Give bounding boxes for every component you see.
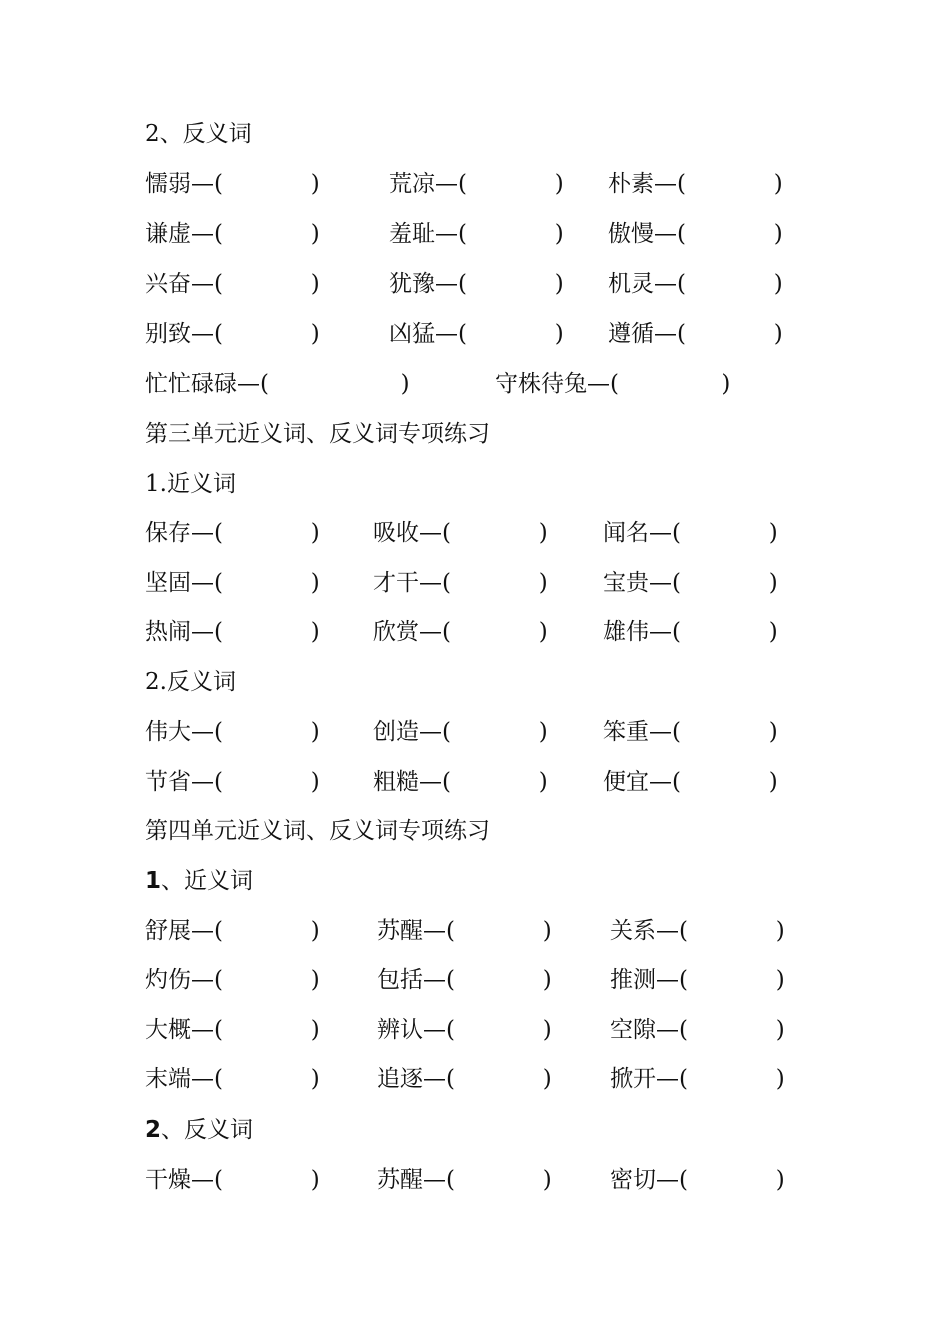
exercise-row <box>0 1059 950 1099</box>
unit-heading <box>0 811 950 851</box>
word-item: 热闹—( ) <box>145 619 320 645</box>
word-item: 干燥—( ) <box>145 1167 320 1193</box>
word-item: 兴奋—( ) <box>145 271 320 297</box>
word-item: 才干—( ) <box>373 570 548 596</box>
word-item: 掀开—( ) <box>610 1066 785 1092</box>
word-item: 闻名—( ) <box>603 520 778 546</box>
heading-text: 第三单元近义词、反义词专项练习 <box>145 421 490 447</box>
exercise-row <box>0 314 950 354</box>
word-item: 创造—( ) <box>373 719 548 745</box>
exercise-row <box>0 1160 950 1200</box>
exercise-row <box>0 164 950 204</box>
word-item: 宝贵—( ) <box>603 570 778 596</box>
word-item: 朴素—( ) <box>608 171 783 197</box>
word-item: 守株待兔—( ) <box>495 371 731 397</box>
heading-text: 1.近义词 <box>145 471 236 497</box>
exercise-row <box>0 911 950 951</box>
word-item: 机灵—( ) <box>608 271 783 297</box>
exercise-row <box>0 960 950 1000</box>
word-item: 忙忙碌碌—( ) <box>145 371 410 397</box>
heading-text: 2、反义词 <box>145 1117 254 1143</box>
section-heading <box>0 464 950 504</box>
word-item: 坚固—( ) <box>145 570 320 596</box>
word-item: 关系—( ) <box>610 918 785 944</box>
word-item: 推测—( ) <box>610 967 785 993</box>
heading-text: 第四单元近义词、反义词专项练习 <box>145 818 490 844</box>
word-item: 谦虚—( ) <box>145 221 320 247</box>
word-item: 荒凉—( ) <box>389 171 564 197</box>
word-item: 傲慢—( ) <box>608 221 783 247</box>
word-item: 追逐—( ) <box>377 1066 552 1092</box>
exercise-row <box>0 513 950 553</box>
exercise-row <box>0 762 950 802</box>
word-item: 粗糙—( ) <box>373 769 548 795</box>
word-item: 节省—( ) <box>145 769 320 795</box>
heading-text: 2.反义词 <box>145 669 236 695</box>
word-item: 密切—( ) <box>610 1167 785 1193</box>
word-item: 雄伟—( ) <box>603 619 778 645</box>
exercise-row <box>0 1010 950 1050</box>
word-item: 别致—( ) <box>145 321 320 347</box>
word-item: 灼伤—( ) <box>145 967 320 993</box>
word-item: 保存—( ) <box>145 520 320 546</box>
word-item: 欣赏—( ) <box>373 619 548 645</box>
word-item: 遵循—( ) <box>608 321 783 347</box>
exercise-row <box>0 214 950 254</box>
section-heading <box>0 861 950 901</box>
word-item: 笨重—( ) <box>603 719 778 745</box>
heading-text: 1、近义词 <box>145 868 254 894</box>
word-item: 末端—( ) <box>145 1066 320 1092</box>
word-item: 伟大—( ) <box>145 719 320 745</box>
exercise-row <box>0 364 950 404</box>
heading-text: 2、反义词 <box>145 121 252 147</box>
word-item: 苏醒—( ) <box>377 918 552 944</box>
word-item: 羞耻—( ) <box>389 221 564 247</box>
exercise-row <box>0 612 950 652</box>
word-item: 便宜—( ) <box>603 769 778 795</box>
word-item: 懦弱—( ) <box>145 171 320 197</box>
exercise-row <box>0 712 950 752</box>
section-heading <box>0 114 950 154</box>
word-item: 舒展—( ) <box>145 918 320 944</box>
word-item: 大概—( ) <box>145 1017 320 1043</box>
word-item: 吸收—( ) <box>373 520 548 546</box>
exercise-row <box>0 264 950 304</box>
word-item: 包括—( ) <box>377 967 552 993</box>
word-item: 凶猛—( ) <box>389 321 564 347</box>
word-item: 空隙—( ) <box>610 1017 785 1043</box>
word-item: 苏醒—( ) <box>377 1167 552 1193</box>
unit-heading <box>0 414 950 454</box>
section-heading <box>0 662 950 702</box>
section-heading <box>0 1110 950 1150</box>
exercise-row <box>0 563 950 603</box>
word-item: 辨认—( ) <box>377 1017 552 1043</box>
word-item: 犹豫—( ) <box>389 271 564 297</box>
